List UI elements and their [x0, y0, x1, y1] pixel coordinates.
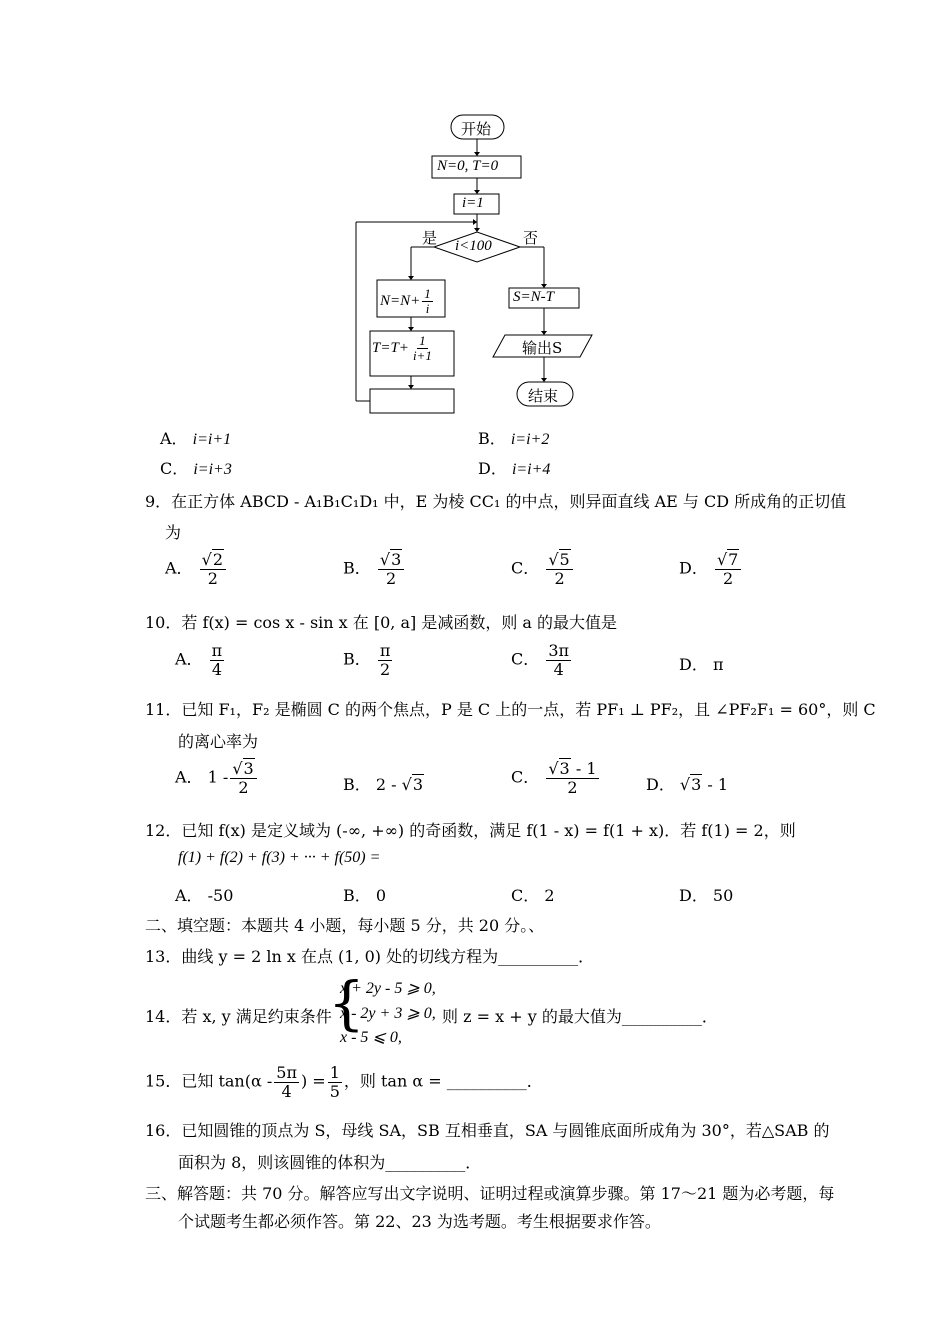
- q9-text: 9．在正方体 ABCD - A₁B₁C₁D₁ 中，E 为棱 CC₁ 的中点，则异面直线 AE 与 CD 所成角的正切值: [145, 492, 847, 511]
- output-label: 输出S: [522, 339, 563, 357]
- section3-heading-cont: 个试题考生都必须作答。第 22、23 为选考题。考生根据要求作答。: [178, 1212, 661, 1231]
- q9-option-a: A． $\frac{√2}{2}$: [165, 551, 228, 587]
- q14-prefix: 14．若 x, y 满足约束条件: [145, 1007, 332, 1026]
- step-t-label: T=T+ $\frac{1}{i+1}$: [372, 333, 432, 364]
- result-label: S=N-T: [513, 289, 554, 305]
- yes-label: 是: [422, 229, 438, 247]
- q14-constraint-1: x + 2y - 5 ⩾ 0,: [340, 980, 436, 997]
- condition-label: i<100: [455, 238, 492, 254]
- init-label: N=0, T=0: [437, 158, 499, 174]
- q12-option-a: A． -50: [175, 886, 234, 905]
- flowchart-diagram: [340, 110, 610, 415]
- q9-option-b: B． $\frac{√3}{2}$: [343, 551, 406, 587]
- q14-suffix: 则 z = x + y 的最大值为__________．: [442, 1007, 718, 1026]
- q9-option-c: C． $\frac{√5}{2}$: [511, 551, 575, 587]
- q12-text: 12．已知 f(x) 是定义域为 (-∞, +∞) 的奇函数，满足 f(1 - x) = f(1 + x)．若 f(1) = 2，则: [145, 821, 796, 840]
- init-i-label: i=1: [462, 195, 484, 211]
- q16-text: 16．已知圆锥的顶点为 S，母线 SA，SB 互相垂直，SA 与圆锥底面所成角为 30°，若△SAB 的: [145, 1121, 830, 1140]
- section2-heading: 二、填空题：本题共 4 小题，每小题 5 分，共 20 分。、: [145, 916, 545, 935]
- q12-option-b: B． 0: [343, 886, 387, 905]
- q11-option-b: B． 2 - √3: [343, 775, 423, 794]
- q8-option-c: C． i=i+3: [160, 459, 232, 478]
- q12-text-cont: f(1) + f(2) + f(3) + ··· + f(50) =: [178, 849, 381, 866]
- q13-text: 13．曲线 y = 2 ln x 在点 (1, 0) 处的切线方程为__________．: [145, 947, 595, 966]
- start-label: 开始: [461, 120, 492, 138]
- q10-option-c: C． $\frac{3\pi}{4}$: [511, 641, 570, 679]
- section3-heading: 三、解答题：共 70 分。解答应写出文字说明、证明过程或演算步骤。第 17～21 题为必考题，每: [145, 1184, 835, 1203]
- q10-text: 10．若 f(x) = cos x - sin x 在 [0, a] 是减函数，则 a 的最大值是: [145, 613, 618, 632]
- q12-option-c: C． 2: [511, 886, 555, 905]
- end-label: 结束: [528, 387, 559, 405]
- q15-text: 15．已知 tan(α - $\frac{5\pi}{4}$ ) = $\frac{1}{5}$ ，则 tan α = __________．: [145, 1063, 543, 1101]
- q9-text-cont: 为: [165, 523, 182, 542]
- q10-option-a: A． $\frac{\pi}{4}$: [175, 641, 223, 679]
- q10-option-b: B． $\frac{\pi}{2}$: [343, 641, 391, 679]
- blank-box: [370, 389, 454, 413]
- q8-option-b: B． i=i+2: [478, 429, 550, 448]
- step-n-label: N=N+ $\frac{1}{i}$: [380, 286, 431, 317]
- q16-text-cont: 面积为 8，则该圆锥的体积为__________．: [178, 1153, 482, 1172]
- q12-option-d: D． 50: [679, 886, 734, 905]
- q14-brace: {: [328, 969, 365, 1037]
- q8-option-d: D． i=i+4: [478, 459, 551, 478]
- q14-constraint-2: x - 2y + 3 ⩾ 0,: [340, 1005, 436, 1022]
- q11-option-a: A． 1 - $\frac{√3}{2}$: [175, 760, 259, 796]
- no-label: 否: [523, 229, 539, 247]
- q11-option-d: D． √3 - 1: [646, 775, 729, 794]
- q9-option-d: D． $\frac{√7}{2}$: [679, 551, 743, 587]
- q10-option-d: D． π: [679, 655, 724, 674]
- q11-text: 11．已知 F₁，F₂ 是椭圆 C 的两个焦点，P 是 C 上的一点，若 PF₁ ⊥ PF₂，且 ∠PF₂F₁ = 60°，则 C: [145, 700, 876, 719]
- q14-constraint-3: x - 5 ⩽ 0,: [340, 1029, 402, 1046]
- q11-option-c: C． $\frac{√3 - 1}{2}$: [511, 759, 597, 797]
- q8-option-a: A． i=i+1: [160, 429, 232, 448]
- q11-text-cont: 的离心率为: [178, 732, 259, 751]
